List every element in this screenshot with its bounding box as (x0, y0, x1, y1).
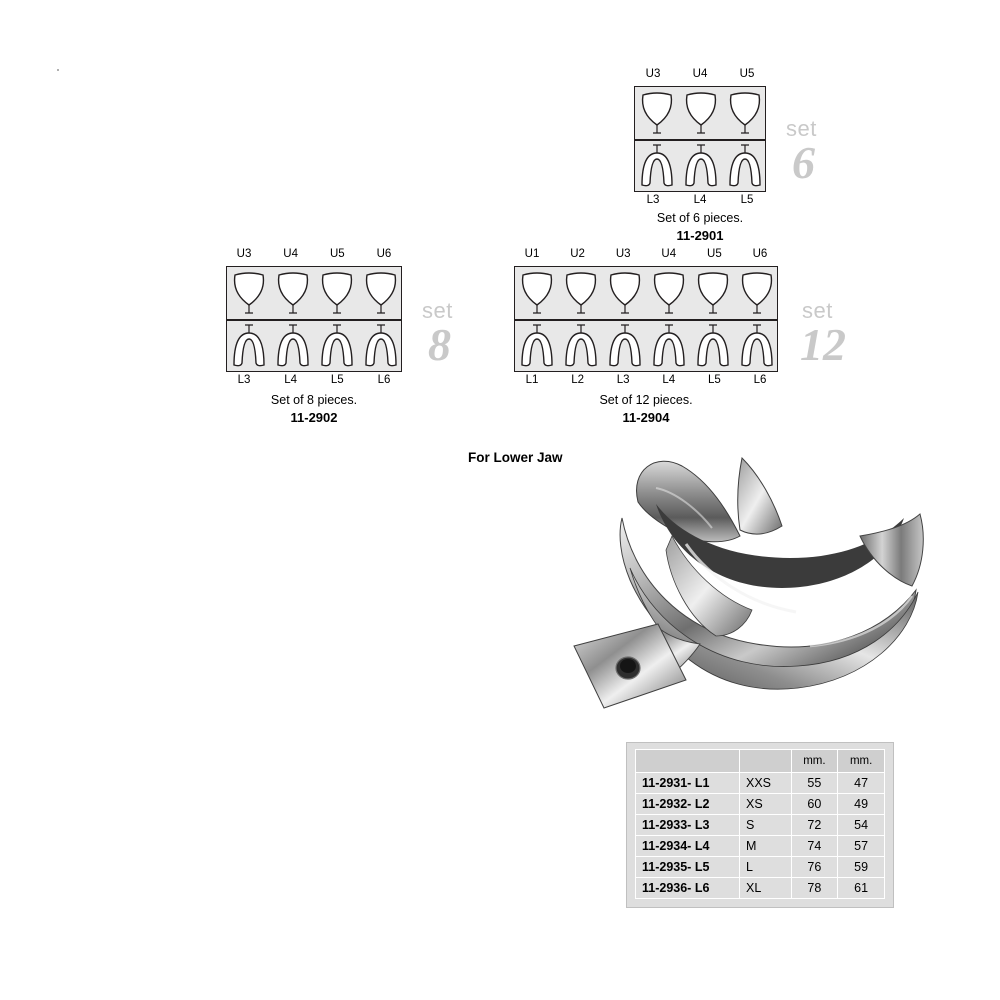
label-lower: L6 (377, 374, 391, 386)
label-upper: U5 (707, 248, 722, 260)
row-size: XL (739, 878, 791, 899)
row-code: 11-2934- L4 (636, 836, 740, 857)
table-header-mm-b: mm. (838, 750, 885, 773)
set-8-set-number: 8 (428, 319, 451, 370)
set-6-upper-labels (630, 68, 770, 80)
set-8-set-word: set (422, 298, 453, 323)
set-6-tray-box (634, 86, 766, 192)
set-12-set-word: set (802, 298, 833, 323)
set-8-group (222, 248, 453, 425)
label-upper: U4 (283, 248, 298, 260)
row-mm-a: 74 (791, 836, 838, 857)
set-12-group (510, 248, 846, 425)
scan-speck (57, 69, 59, 71)
set-12-upper-labels (510, 248, 782, 260)
table-row (636, 878, 885, 899)
label-lower: L3 (646, 194, 660, 206)
label-upper: U3 (615, 248, 631, 260)
set-8-code: 11-2902 (290, 410, 338, 425)
set-12-caption (556, 392, 736, 426)
table-row (636, 815, 885, 836)
label-lower: L5 (740, 194, 754, 206)
set-8-upper-labels (222, 248, 406, 260)
set-8-caption-text: Set of 8 pieces. (270, 393, 358, 407)
row-code: 11-2933- L3 (636, 815, 740, 836)
label-lower: L3 (237, 374, 251, 386)
set-12-code: 11-2904 (622, 410, 670, 425)
row-size: XXS (739, 773, 791, 794)
label-upper: U3 (236, 248, 252, 260)
label-lower: L4 (693, 194, 707, 206)
label-upper: U3 (645, 68, 661, 80)
table-header-size (739, 750, 791, 773)
row-mm-a: 76 (791, 857, 838, 878)
set-6-tray-diagram (635, 87, 767, 193)
label-upper: U5 (329, 248, 345, 260)
set-6-caption (610, 210, 790, 244)
row-size: L (739, 857, 791, 878)
row-mm-b: 47 (838, 773, 885, 794)
label-upper: U4 (661, 248, 677, 260)
label-lower: L2 (571, 374, 584, 386)
set-12-set-number: 12 (800, 319, 846, 370)
label-lower: L6 (753, 374, 767, 386)
spec-table-wrapper (626, 742, 894, 908)
label-lower: L1 (525, 374, 539, 386)
set-12-tray-diagram (515, 267, 779, 373)
set-12-caption-text: Set of 12 pieces. (599, 393, 693, 407)
label-lower: L5 (707, 374, 721, 386)
row-mm-a: 55 (791, 773, 838, 794)
label-upper: U2 (570, 248, 585, 260)
label-lower: L4 (284, 374, 298, 386)
row-mm-b: 57 (838, 836, 885, 857)
set-6-group (630, 68, 817, 243)
label-lower: L5 (330, 374, 344, 386)
row-size: S (739, 815, 791, 836)
row-code: 11-2931- L1 (636, 773, 740, 794)
label-upper: U6 (752, 248, 768, 260)
row-mm-b: 49 (838, 794, 885, 815)
table-row (636, 773, 885, 794)
label-upper: U1 (524, 248, 540, 260)
table-header-mm-a: mm. (791, 750, 838, 773)
row-size: M (739, 836, 791, 857)
label-lower: L3 (616, 374, 630, 386)
set-12-lower-labels (510, 374, 782, 386)
set-8-tray-box (226, 266, 402, 372)
set-12-tray-box (514, 266, 778, 372)
set-8-tray-diagram (227, 267, 403, 373)
label-lower: L4 (662, 374, 676, 386)
label-upper: U6 (376, 248, 392, 260)
row-mm-b: 61 (838, 878, 885, 899)
set-6-set-word: set (786, 116, 817, 141)
row-mm-a: 72 (791, 815, 838, 836)
label-upper: U4 (692, 68, 708, 80)
row-code: 11-2935- L5 (636, 857, 740, 878)
table-row (636, 836, 885, 857)
set-6-code: 11-2901 (676, 228, 724, 243)
set-8-caption (224, 392, 404, 426)
row-code: 11-2932- L2 (636, 794, 740, 815)
row-size: XS (739, 794, 791, 815)
row-code: 11-2936- L6 (636, 878, 740, 899)
label-upper: U5 (739, 68, 755, 80)
table-row (636, 794, 885, 815)
table-header-row (636, 750, 885, 773)
section-title-for-lower-jaw: For Lower Jaw (468, 450, 563, 465)
set-6-set-number: 6 (792, 137, 815, 188)
row-mm-b: 54 (838, 815, 885, 836)
row-mm-a: 60 (791, 794, 838, 815)
row-mm-b: 59 (838, 857, 885, 878)
impression-tray-photo (560, 440, 940, 740)
spec-table (635, 749, 885, 899)
table-row (636, 857, 885, 878)
row-mm-a: 78 (791, 878, 838, 899)
set-6-caption-text: Set of 6 pieces. (656, 211, 744, 225)
set-8-lower-labels (222, 374, 406, 386)
table-header-code (636, 750, 740, 773)
set-6-lower-labels (630, 194, 770, 206)
